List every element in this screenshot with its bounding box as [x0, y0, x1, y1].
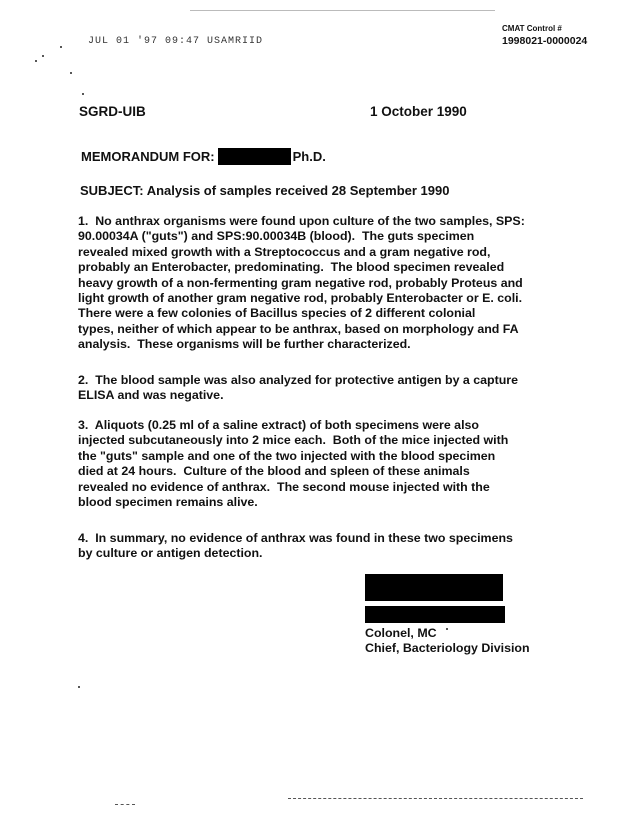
name-redaction — [365, 606, 505, 623]
paragraph-3: 3. Aliquots (0.25 ml of a saline extract) of both specimens were also injected subcutaneously into 2 mice each. Both of the mice injected with the "guts" sample and one of the two injected with the blood specimen died at 24 hours. Culture of the blood and spleen of these animals revealed no evidence of anthrax. The second mouse injected with the blood specimen remains alive. — [78, 418, 509, 510]
scan-speck — [82, 93, 84, 95]
memo-subject: SUBJECT: Analysis of samples received 28 September 1990 — [80, 183, 450, 198]
scan-speck — [70, 72, 72, 74]
scan-speck — [60, 46, 62, 48]
bottom-scan-line — [288, 798, 583, 799]
bottom-scan-mark — [115, 804, 135, 805]
signature-title: Chief, Bacteriology Division — [365, 641, 530, 655]
cmat-control-number: 1998021-0000024 — [502, 35, 588, 47]
scan-speck — [446, 628, 448, 630]
scan-speck — [78, 686, 80, 688]
memorandum-for-suffix: Ph.D. — [292, 149, 326, 164]
paragraph-4: 4. In summary, no evidence of anthrax was found in these two specimens by culture or antigen detection. — [78, 531, 513, 561]
paragraph-2: 2. The blood sample was also analyzed for protective antigen by a capture ELISA and was negative. — [78, 373, 518, 403]
scan-speck — [42, 55, 44, 57]
office-symbol: SGRD-UIB — [79, 104, 146, 119]
memorandum-for-line — [81, 148, 326, 165]
signature-rank: Colonel, MC — [365, 626, 437, 640]
redaction-block — [218, 148, 291, 165]
signature-redaction — [365, 574, 503, 601]
top-scan-line — [190, 10, 495, 11]
scan-speck — [35, 60, 37, 62]
memorandum-for-label: MEMORANDUM FOR: — [81, 149, 215, 164]
fax-transmission-header: JUL 01 '97 09:47 USAMRIID — [88, 36, 264, 47]
paragraph-1: 1. No anthrax organisms were found upon culture of the two samples, SPS: 90.00034A ("guts") and SPS:90.00034B (blood). The guts specimen revealed mixed growth with a Streptococcus and a gram negative rod, probably an Enterobacter, predominating. The blood specimen revealed heavy growth of a non-fermenting gram negative rod, probably Proteus and light growth of another gram negative rod, probably Enterobacter or E. coli. There were a few colonies of Bacillus species of 2 different colonial types, neither of which appear to be anthrax, based on morphology and FA analysis. These organisms will be further characterized. — [78, 214, 525, 352]
cmat-control-label: CMAT Control # — [502, 24, 562, 33]
memo-date: 1 October 1990 — [370, 104, 467, 119]
